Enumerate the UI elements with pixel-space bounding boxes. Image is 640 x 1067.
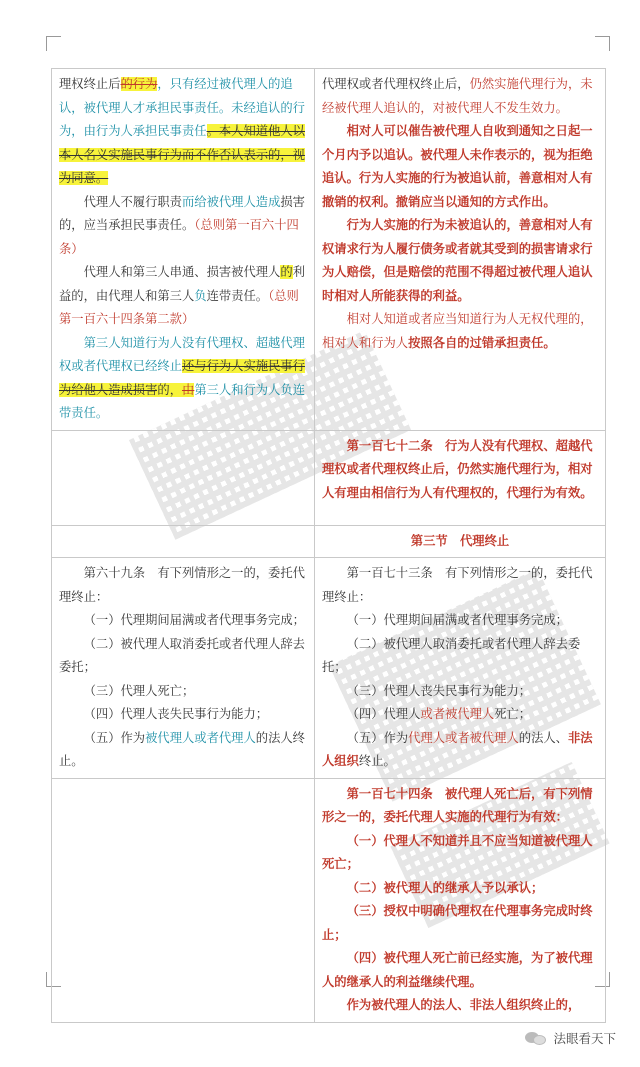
list-item: （五）作为代理人或者被代理人的法人、非法人组织终止。: [322, 730, 593, 768]
list-item: （一）代理期间届满或者代理事务完成；: [83, 613, 305, 627]
list-item: （一）代理期间届满或者代理事务完成；: [346, 613, 568, 627]
table-row: [52, 525, 606, 558]
paragraph: 相对人知道或者应当知道行为人无权代理的，相对人和行为人按照各自的过错承担责任。: [322, 312, 593, 350]
article-174-heading: 第一百七十四条 被代理人死亡后，有下列情形之一的，委托代理人实施的代理行为有效：: [322, 786, 593, 824]
paragraph: 相对人可以催告被代理人自收到通知之日起一个月内予以追认。被代理人未作表示的，视为拒绝追认。行为人实施的行为被追认前，善意相对人有撤销的权利。撤销应当以通知的方式作出。: [322, 124, 593, 209]
source-footer: [525, 1029, 616, 1047]
list-item: （二）被代理人的继承人予以承认；: [346, 880, 544, 895]
right-cell: [315, 430, 606, 525]
list-item: （二）被代理人取消委托或者代理人辞去委托；: [59, 636, 305, 674]
paragraph: 行为人实施的行为未被追认的，善意相对人有权请求行为人履行债务或者就其受到的损害请求行为人赔偿，但是赔偿的范围不得超过被代理人追认时相对人所能获得的利益。: [322, 218, 593, 303]
left-cell: [52, 778, 315, 1022]
left-cell: [52, 430, 315, 525]
list-item: （三）授权中明确代理权在代理事务完成时终止；: [322, 904, 593, 942]
crop-mark-top-left: [46, 36, 61, 51]
crop-mark-top-right: [595, 36, 610, 51]
article-69-heading: 第六十九条 有下列情形之一的，委托代理终止：: [59, 566, 305, 604]
list-item: （三）代理人丧失民事行为能力；: [346, 683, 532, 698]
wechat-icon: [525, 1030, 547, 1046]
list-item: （二）被代理人取消委托或者代理人辞去委托；: [322, 636, 581, 674]
right-cell: [315, 69, 606, 431]
table-row: [52, 69, 606, 431]
right-cell: [315, 525, 606, 558]
list-item: （四）代理人或者被代理人死亡；: [346, 707, 532, 721]
paragraph: 代理权或者代理权终止后，仍然实施代理行为，未经被代理人追认的，对被代理人不发生效力。: [322, 77, 593, 115]
list-item: （四）被代理人死亡前已经实施，为了被代理人的继承人的利益继续代理。: [322, 951, 593, 989]
table-row: [52, 558, 606, 779]
table-row: [52, 778, 606, 1022]
paragraph: 第三人知道行为人没有代理权、超越代理权或者代理权已经终止还与行为人实施民事行为给他人造成损害的，由第三人和行为人负连带责任。: [59, 335, 305, 420]
list-item: （五）作为被代理人或者代理人的法人终止。: [59, 730, 305, 768]
left-cell: [52, 69, 315, 431]
left-cell: [52, 558, 315, 779]
paragraph: 代理人不履行职责而给被代理人造成损害的，应当承担民事责任。（总则第一百六十四条）: [59, 194, 305, 256]
article-173-heading: 第一百七十三条 有下列情形之一的，委托代理终止：: [322, 566, 593, 604]
paragraph: 作为被代理人的法人、非法人组织终止的，: [346, 998, 581, 1012]
list-item: （一）代理人不知道并且不应当知道被代理人死亡；: [322, 833, 593, 871]
paragraph: 理权终止后的行为，只有经过被代理人的追认，被代理人才承担民事责任。未经追认的行为，由行为人承担民事责任。本人知道他人以本人名义实施民事行为而不作否认表示的，视为同意。: [59, 77, 305, 185]
account-name: 法眼看天下: [553, 1031, 616, 1046]
paragraph: 代理人和第三人串通、损害被代理人的利益的，由代理人和第三人负连带责任。（总则第一百六十四条第二款）: [59, 265, 305, 326]
section-heading: 第三节 代理终止: [410, 533, 510, 548]
right-cell: [315, 778, 606, 1022]
right-cell: [315, 558, 606, 779]
article-172: 第一百七十二条 行为人没有代理权、超越代理权或者代理权终止后，仍然实施代理行为，相对人有理由相信行为人有代理权的，代理行为有效。: [322, 438, 593, 500]
table-row: [52, 430, 606, 525]
list-item: （四）代理人丧失民事行为能力；: [83, 707, 269, 721]
list-item: （三）代理人死亡；: [83, 683, 195, 698]
left-cell: [52, 525, 315, 558]
comparison-table: [51, 68, 606, 1023]
